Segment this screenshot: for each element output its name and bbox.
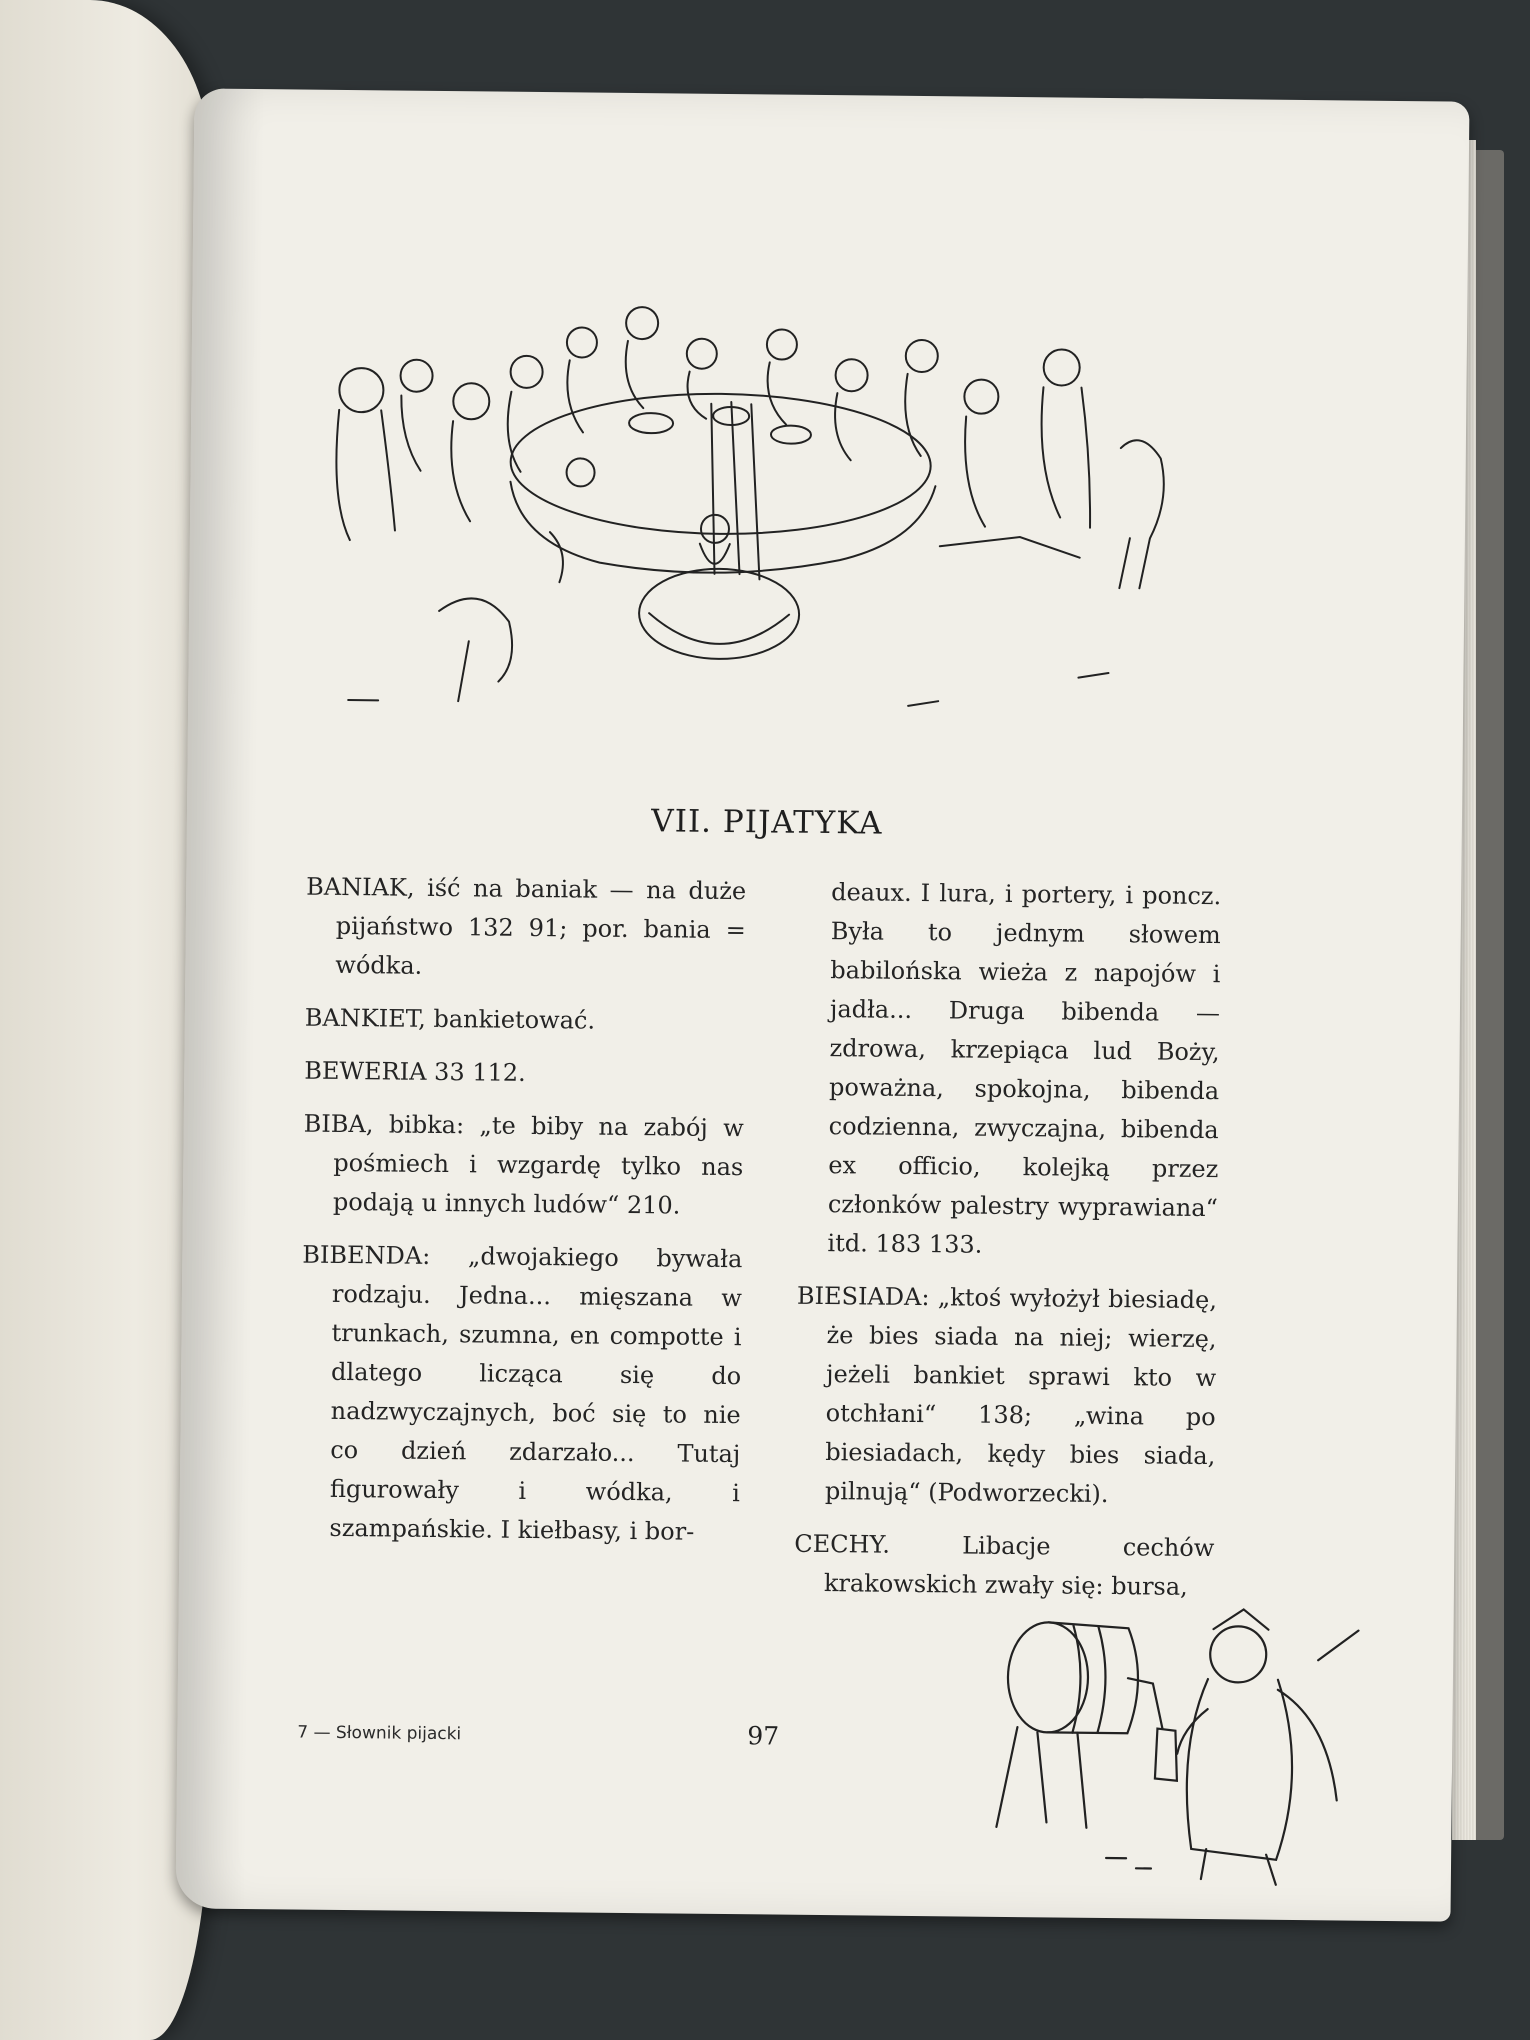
entry-baniak: BANIAK, iść na baniak — na duże pijaństwo 132 91; por. bania = wódka. (306, 872, 747, 980)
right-column (794, 873, 1222, 1621)
entry-bibenda-continued: deaux. I lura, i portery, i poncz. Była to jednym słowem babilońska wieża z napojów i jadła... Druga bibenda — zdrowa, krzepiąca lud Boży, poważna, spokojna, bibenda codzienna, zwyczajna, bibenda ex officio, kolejką przez członków palestry wyprawiana“ itd. 183 133. (827, 878, 1222, 1259)
entry-cechy: CECHY. Libacje cechów krakowskich zwały się: bursa, (794, 1529, 1215, 1601)
barrel-drinker-sketch-icon (976, 1567, 1379, 1901)
feast-sketch-icon (318, 280, 1193, 759)
entry-beweria: BEWERIA 33 112. (304, 1056, 526, 1087)
book-page (176, 88, 1470, 1921)
entry-bibenda: BIBENDA: „dwojakiego bywała rodzaju. Jedna... mięszana w trunkach, szumna, en compotte i dlatego licząca się do nadzwyczajnych, boć się to nie co dzień zdarzało... Tutaj figurowały i wódka, i szampańskie. I kiełbasy, i bor- (302, 1240, 743, 1546)
entry-bankiet: BANKIET, bankietować. (304, 1003, 596, 1035)
chapter-title: VII. PIJATYKA (651, 803, 883, 842)
entry-biba: BIBA, bibka: „te biby na zabój w pośmiech i wzgardę tylko nas podają u innych ludów“ 210. (303, 1109, 744, 1220)
left-column (299, 868, 746, 1567)
entry-biesiada: BIESIADA: „ktoś wyłożył biesiadę, że bies siada na niej; wierzę, jeżeli bankiet sprawi kto w otchłani“ 138; „wina po biesiadach, kędy bies siada, pilnują“ (Podworzecki). (796, 1281, 1218, 1509)
footer-signature: 7 — Słownik pijacki (297, 1722, 462, 1745)
page-number: 97 (747, 1721, 780, 1751)
